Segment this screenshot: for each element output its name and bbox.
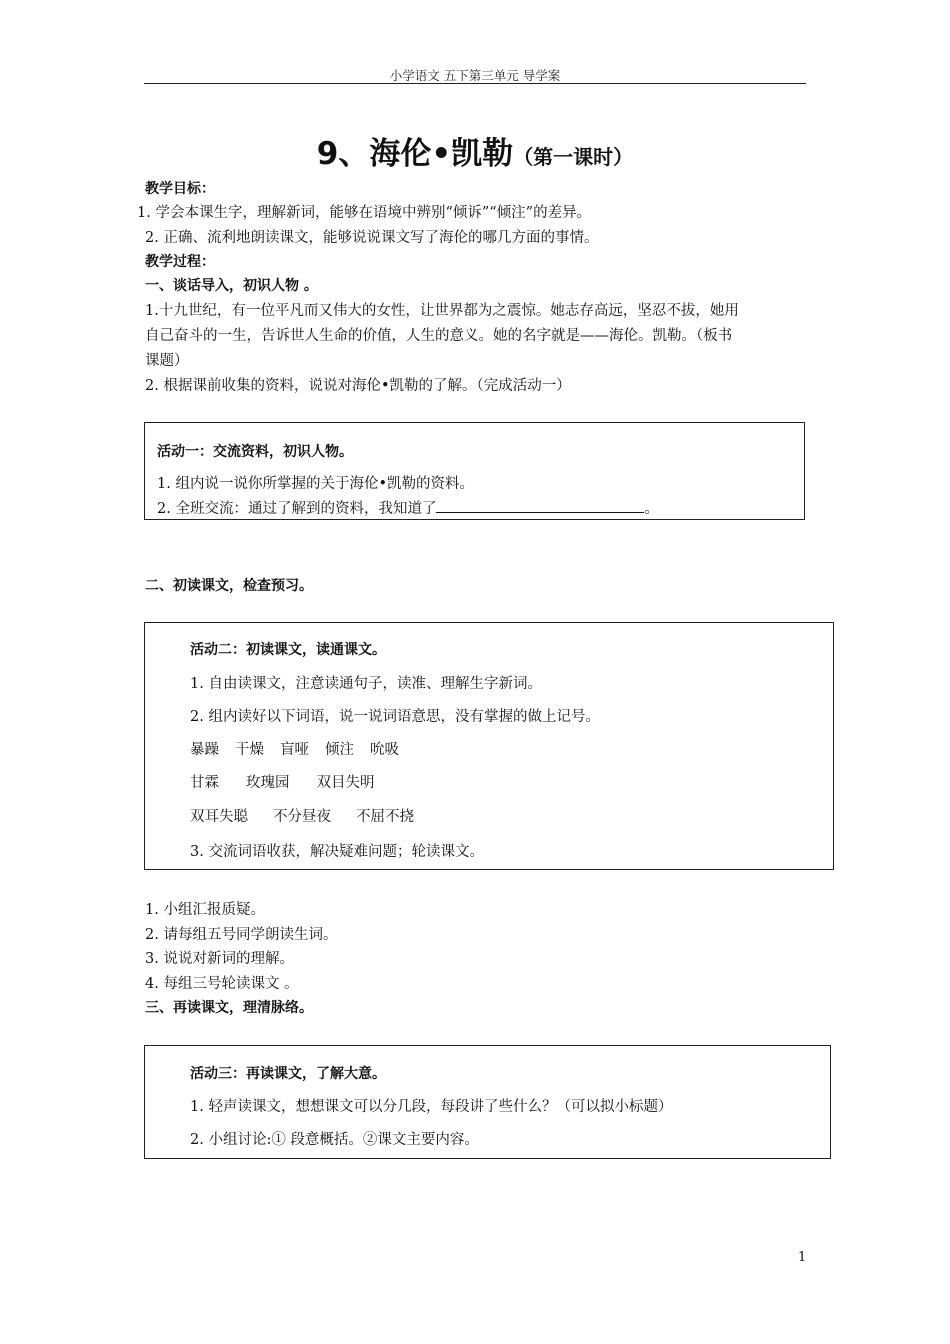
process-heading: 教学过程： xyxy=(145,254,215,270)
page-number: 1 xyxy=(798,1250,807,1265)
activity2-item-2: 2. 组内读好以下词语，说一说词语意思，没有掌握的做上记号。 xyxy=(190,709,600,725)
goals-heading: 教学目标： xyxy=(145,181,215,197)
activity2-title: 活动二：初读课文，读通课文。 xyxy=(190,642,386,658)
activity1-item-2-text: 2. 全班交流：通过了解到的资料，我知道了 xyxy=(157,501,437,517)
lesson-title xyxy=(0,128,950,173)
title-main: 9、海伦•凯勒 xyxy=(316,136,514,172)
activity1-title: 活动一：交流资料，初识人物。 xyxy=(157,444,353,460)
activity3-box xyxy=(144,1045,831,1159)
word: 暴躁 xyxy=(190,742,219,758)
activity1-end-mark: 。 xyxy=(644,501,659,517)
word-row-1 xyxy=(190,741,399,759)
activity3-title: 活动三：再读课文，了解大意。 xyxy=(190,1066,386,1082)
header-rule xyxy=(144,83,806,84)
word: 盲哑 xyxy=(280,742,309,758)
list2-item-1: 1. 小组汇报质疑。 xyxy=(145,902,265,918)
activity1-item-2 xyxy=(157,498,659,518)
activity2-item-3: 3. 交流词语收获，解决疑难问题；轮读课文。 xyxy=(190,844,484,860)
activity2-item-1: 1. 自由读课文，注意读通句子，读准、理解生字新词。 xyxy=(190,676,542,692)
section2-heading: 二、初读课文，检查预习。 xyxy=(145,578,313,594)
word-row-2 xyxy=(190,774,375,792)
word-row-3 xyxy=(190,808,414,826)
list2-item-3: 3. 说说对新词的理解。 xyxy=(145,951,294,967)
word: 不分昼夜 xyxy=(273,809,331,825)
section1-p2: 2. 根据课前收集的资料，说说对海伦•凯勒的了解。（完成活动一） xyxy=(145,378,571,394)
title-sub: （第一课时） xyxy=(513,145,634,169)
activity2-box xyxy=(144,622,834,870)
activity1-box xyxy=(144,422,805,520)
fill-in-blank[interactable] xyxy=(436,498,644,513)
word: 甘霖 xyxy=(190,775,219,791)
list2-item-4: 4. 每组三号轮读课文 。 xyxy=(145,976,299,992)
goal-1: 1. 学会本课生字，理解新词，能够在语境中辨别“倾诉”“倾注”的差异。 xyxy=(137,205,592,221)
activity3-item-1: 1. 轻声读课文，想想课文可以分几段，每段讲了些什么？（可以拟小标题） xyxy=(190,1099,673,1115)
word: 倾注 xyxy=(325,742,354,758)
section1-p1-line2: 自己奋斗的一生，告诉世人生命的价值，人生的意义。她的名字就是——海伦。凯勒。（板书 xyxy=(145,328,733,344)
page-header: 小学语文 五下第三单元 导学案 xyxy=(389,68,561,83)
word: 双目失明 xyxy=(316,775,375,791)
list2-item-2: 2. 请每组五号同学朗读生词。 xyxy=(145,927,338,943)
word: 不屈不挠 xyxy=(356,809,414,825)
word: 干燥 xyxy=(235,742,264,758)
section1-p1-line1: 1.十九世纪，有一位平凡而又伟大的女性，让世界都为之震惊。她志存高远，坚忍不拔，她用 xyxy=(145,303,739,319)
word: 双耳失聪 xyxy=(190,809,248,825)
section1-heading: 一、谈话导入，初识人物 。 xyxy=(145,278,318,294)
activity3-item-2: 2. 小组讨论:① 段意概括。②课文主要内容。 xyxy=(190,1132,479,1148)
goal-2: 2. 正确、流利地朗读课文，能够说说课文写了海伦的哪几方面的事情。 xyxy=(145,230,599,246)
word: 吮吸 xyxy=(370,742,399,758)
section1-p1-line3: 课题） xyxy=(145,353,189,369)
word: 玫瑰园 xyxy=(246,775,290,791)
activity1-item-1: 1. 组内说一说你所掌握的关于海伦•凯勒的资料。 xyxy=(157,476,474,492)
section3-heading: 三、再读课文，理清脉络。 xyxy=(145,1000,313,1016)
